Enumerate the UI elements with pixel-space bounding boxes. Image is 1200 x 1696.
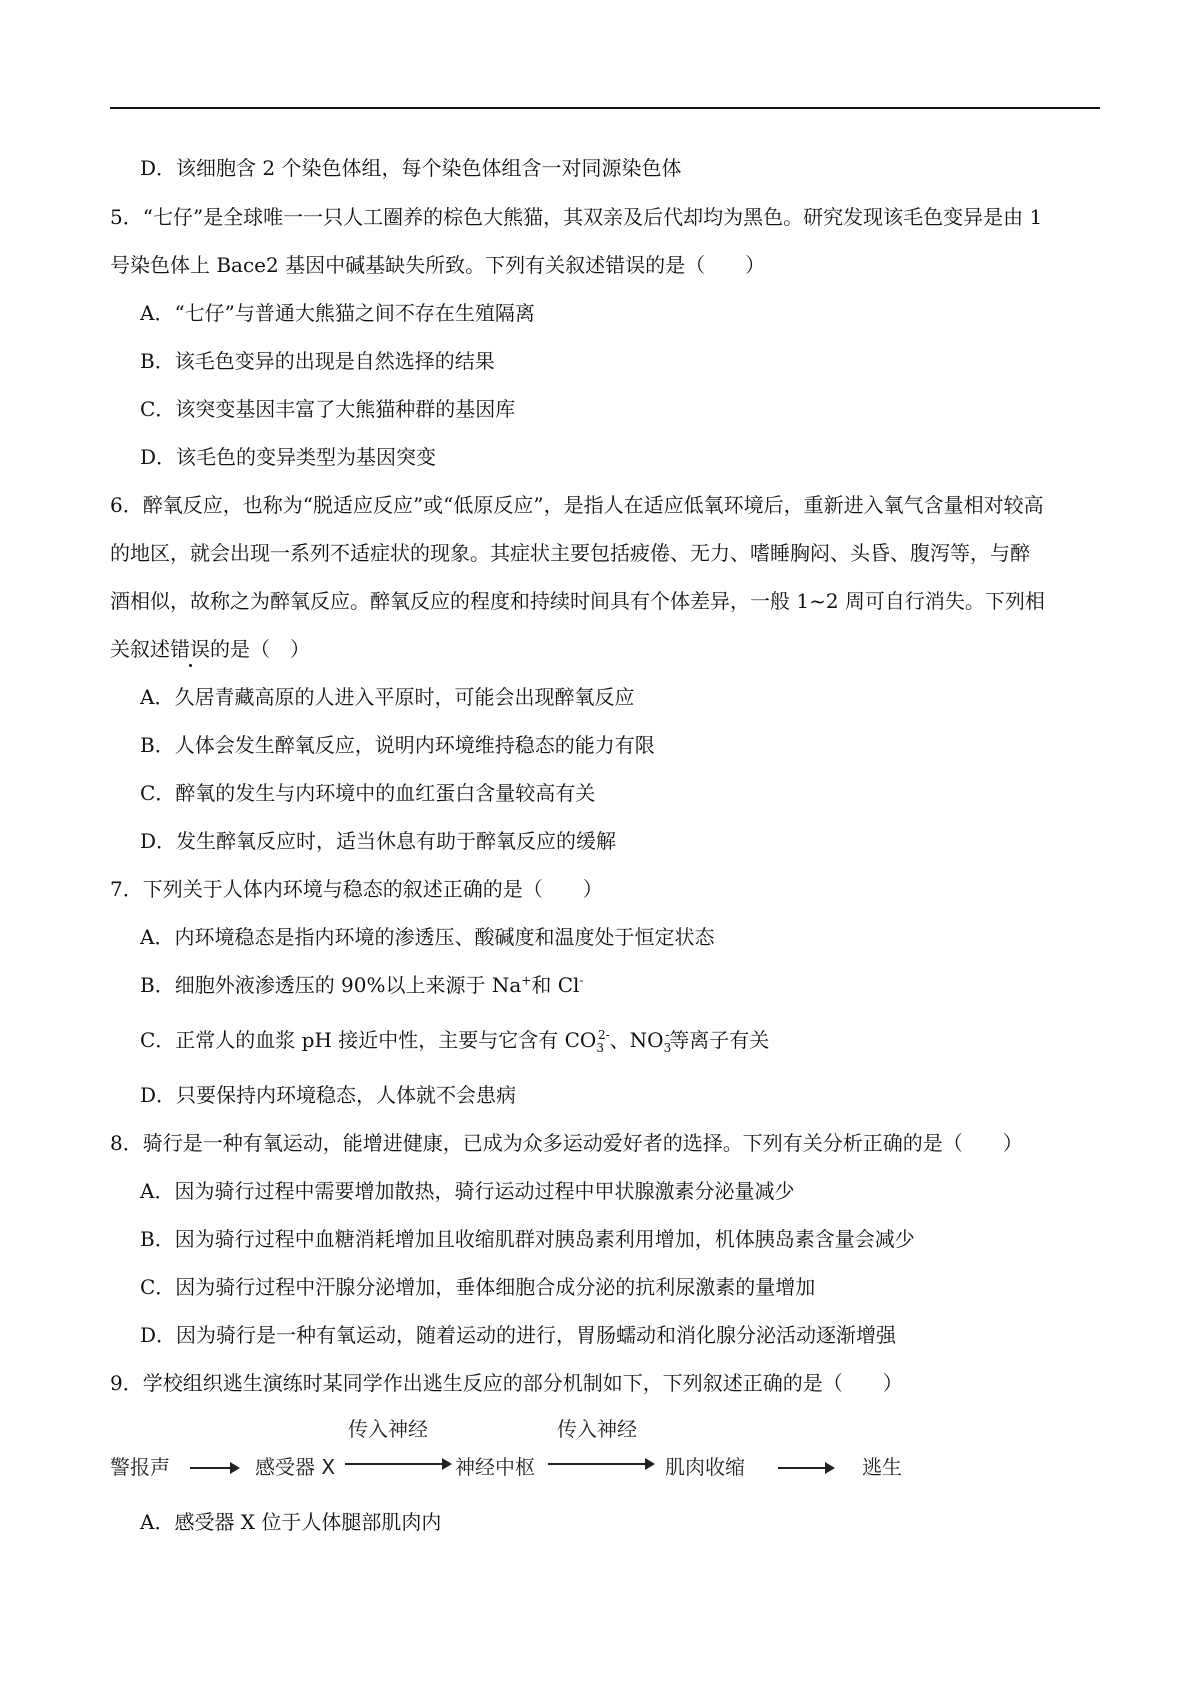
q5-option-c: C．该突变基因丰富了大熊猫种群的基因库 xyxy=(140,397,516,421)
q6-option-c: C．醉氧的发生与内环境中的血红蛋白含量较高有关 xyxy=(140,781,596,805)
q7-option-b xyxy=(140,973,583,997)
q7-option-d: D．只要保持内环境稳态，人体就不会患病 xyxy=(140,1083,517,1107)
q7-option-b-sup2: - xyxy=(579,973,584,988)
q7-option-c-post: 等离子有关 xyxy=(669,1028,770,1052)
q7-option-c-sup2: - xyxy=(665,1028,670,1043)
q5-option-a: A．“七仔”与普通大熊猫之间不存在生殖隔离 xyxy=(140,301,535,325)
q7-stem: 7．下列关于人体内环境与稳态的叙述正确的是（ ） xyxy=(110,877,603,901)
q7-option-c-sup1: 2- xyxy=(597,1028,610,1043)
q5-stem-line1: 5．“七仔”是全球唯一一只人工圈养的棕色大熊猫，其双亲及后代却均为黑色。研究发现该毛色变异是由 1 xyxy=(110,205,1043,229)
q6-stem-line4-post: 的是（ ） xyxy=(210,637,310,661)
q7-option-c xyxy=(140,1028,770,1055)
header-rule xyxy=(110,107,1100,109)
flow-node-center: 神经中枢 xyxy=(455,1455,535,1479)
q7-option-c-chem1 xyxy=(596,1028,610,1055)
q9-option-a: A．感受器 X 位于人体腿部肌肉内 xyxy=(140,1510,442,1534)
flow-arrow-4 xyxy=(778,1467,833,1469)
q6-stem-line4-pre: 关叙述 xyxy=(110,637,170,661)
q8-option-d: D．因为骑行是一种有氧运动，随着运动的进行，胃肠蠕动和消化腺分泌活动逐渐增强 xyxy=(140,1323,897,1347)
q8-option-b: B．因为骑行过程中血糖消耗增加且收缩肌群对胰岛素利用增加，机体胰岛素含量会减少 xyxy=(140,1227,915,1251)
q7-option-c-pre: C．正常人的血浆 pH 接近中性，主要与它含有 CO xyxy=(140,1028,597,1052)
reflex-flow-diagram xyxy=(0,1405,1200,1495)
q6-stem-line2: 的地区，就会出现一系列不适症状的现象。其症状主要包括疲倦、无力、嗜睡胸闷、头昏、腹泻等，与醉 xyxy=(110,541,1030,565)
flow-arrow-1 xyxy=(190,1467,238,1469)
q6-option-b: B．人体会发生醉氧反应，说明内环境维持稳态的能力有限 xyxy=(140,733,655,757)
q6-emphasis-word: 错误 xyxy=(170,637,210,661)
flow-node-escape: 逃生 xyxy=(862,1455,902,1479)
q5-option-d: D．该毛色的变异类型为基因突变 xyxy=(140,445,437,469)
flow-label-2: 传入神经 xyxy=(557,1417,637,1441)
q6-option-d: D．发生醉氧反应时，适当休息有助于醉氧反应的缓解 xyxy=(140,829,617,853)
q8-stem: 8．骑行是一种有氧运动，能增进健康，已成为众多运动爱好者的选择。下列有关分析正确的是（ ） xyxy=(110,1131,1023,1155)
q7-option-b-sup1: + xyxy=(521,973,532,988)
q5-stem-line2: 号染色体上 Bace2 基因中碱基缺失所致。下列有关叙述错误的是（ ） xyxy=(110,253,766,277)
flow-arrow-3 xyxy=(548,1463,653,1465)
q7-option-c-mid: 、NO xyxy=(609,1028,664,1052)
q7-option-b-mid: 和 Cl xyxy=(531,973,580,997)
flow-arrow-2 xyxy=(345,1463,450,1465)
q6-stem-line4 xyxy=(110,637,310,661)
q7-option-a: A．内环境稳态是指内环境的渗透压、酸碱度和温度处于恒定状态 xyxy=(140,925,715,949)
flow-label-1: 传入神经 xyxy=(348,1417,428,1441)
q9-stem: 9．学校组织逃生演练时某同学作出逃生反应的部分机制如下，下列叙述正确的是（ ） xyxy=(110,1371,903,1395)
q8-option-c: C．因为骑行过程中汗腺分泌增加，垂体细胞合成分泌的抗利尿激素的量增加 xyxy=(140,1275,816,1299)
q5-option-b: B．该毛色变异的出现是自然选择的结果 xyxy=(140,349,495,373)
q6-stem-line1: 6．醉氧反应，也称为“脱适应反应”或“低原反应”，是指人在适应低氧环境后，重新进入氧气含量相对较高 xyxy=(110,493,1044,517)
flow-node-receptor: 感受器 X xyxy=(255,1455,336,1479)
q7-option-c-sub2: 3 xyxy=(663,1041,672,1055)
flow-node-alarm: 警报声 xyxy=(110,1455,170,1479)
flow-node-muscle: 肌肉收缩 xyxy=(665,1455,745,1479)
q8-option-a: A．因为骑行过程中需要增加散热，骑行运动过程中甲状腺激素分泌量减少 xyxy=(140,1179,795,1203)
q6-option-a: A．久居青藏高原的人进入平原时，可能会出现醉氧反应 xyxy=(140,685,635,709)
q6-stem-line3: 酒相似，故称之为醉氧反应。醉氧反应的程度和持续时间具有个体差异，一般 1~2 周可自行消失。下列相 xyxy=(110,589,1045,613)
q4-option-d: D．该细胞含 2 个染色体组，每个染色体组含一对同源染色体 xyxy=(140,156,682,180)
q7-option-c-chem2 xyxy=(663,1028,672,1055)
q7-option-c-sub1: 3 xyxy=(596,1041,604,1055)
q7-option-b-pre: B．细胞外液渗透压的 90%以上来源于 Na xyxy=(140,973,522,997)
